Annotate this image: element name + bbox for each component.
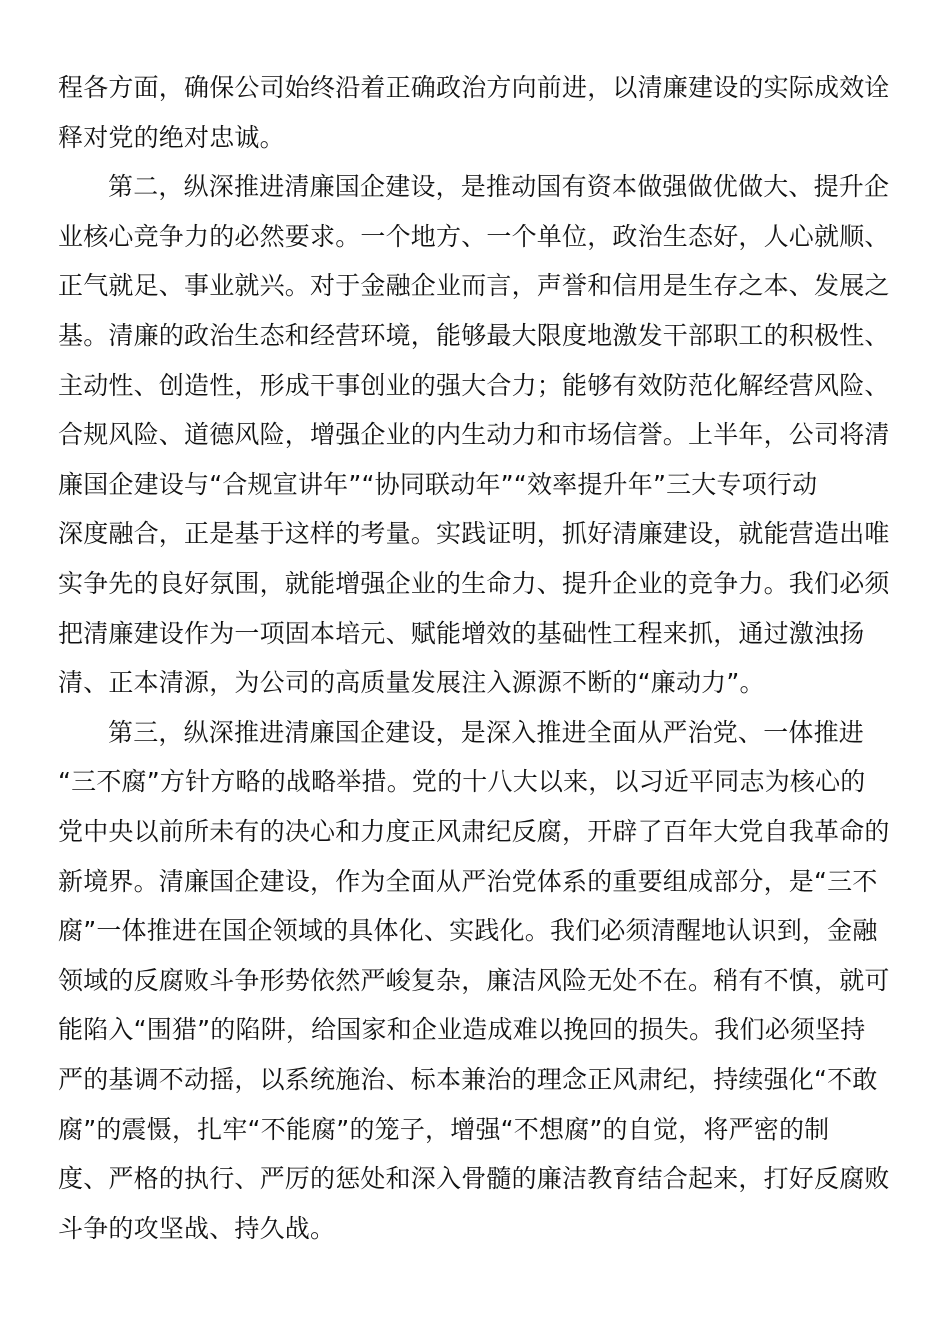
text-line: 主动性、创造性，形成干事创业的强大合力；能够有效防范化解经营风险、: [58, 371, 890, 400]
text-line: 深度融合，正是基于这样的考量。实践证明，抓好清廉建设，就能营造出唯: [58, 519, 890, 548]
text-line: 度、严格的执行、严厉的惩处和深入骨髓的廉洁教育结合起来，打好反腐败: [58, 1164, 890, 1193]
text-line: 斗争的攻坚战、持久战。: [58, 1214, 336, 1243]
text-line: 严的基调不动摇，以系统施治、标本兼治的理念正风肃纪，持续强化“不敢: [58, 1065, 878, 1094]
text-line: 把清廉建设作为一项固本培元、赋能增效的基础性工程来抓，通过激浊扬: [58, 619, 865, 648]
text-line: 正气就足、事业就兴。对于金融企业而言，声誉和信用是生存之本、发展之: [58, 271, 890, 300]
text-line: 新境界。清廉国企建设，作为全面从严治党体系的重要组成部分，是“三不: [58, 867, 878, 896]
text-line: 业核心竞争力的必然要求。一个地方、一个单位，政治生态好，人心就顺、: [58, 222, 890, 251]
text-line: 领域的反腐败斗争形势依然严峻复杂，廉洁风险无处不在。稍有不慎，就可: [58, 966, 890, 995]
paragraph-start-line: 第三，纵深推进清廉国企建设，是深入推进全面从严治党、一体推进: [108, 718, 865, 747]
text-line: 清、正本清源，为公司的高质量发展注入源源不断的“廉动力”。: [58, 668, 765, 697]
text-line: 廉国企建设与“合规宣讲年”“协同联动年”“效率提升年”三大专项行动: [58, 470, 818, 499]
text-line: 党中央以前所未有的决心和力度正风肃纪反腐，开辟了百年大党自我革命的: [58, 817, 890, 846]
text-line: 释对党的绝对忠诚。: [58, 123, 285, 152]
text-line: 程各方面，确保公司始终沿着正确政治方向前进，以清廉建设的实际成效诠: [58, 73, 890, 102]
paragraph-start-line: 第二，纵深推进清廉国企建设，是推动国有资本做强做优做大、提升企: [108, 172, 890, 201]
text-line: 实争先的良好氛围，就能增强企业的生命力、提升企业的竞争力。我们必须: [58, 569, 890, 598]
text-line: 基。清廉的政治生态和经营环境，能够最大限度地激发干部职工的积极性、: [58, 321, 890, 350]
text-line: 合规风险、道德风险，增强企业的内生动力和市场信誉。上半年，公司将清: [58, 420, 890, 449]
text-line: 腐”一体推进在国企领域的具体化、实践化。我们必须清醒地认识到，金融: [58, 916, 878, 945]
text-line: 腐”的震慑，扎牢“不能腐”的笼子，增强“不想腐”的自觉，将严密的制: [58, 1115, 830, 1144]
text-line: 能陷入“围猎”的陷阱，给国家和企业造成难以挽回的损失。我们必须坚持: [58, 1015, 866, 1044]
text-line: “三不腐”方针方略的战略举措。党的十八大以来，以习近平同志为核心的: [58, 767, 866, 796]
